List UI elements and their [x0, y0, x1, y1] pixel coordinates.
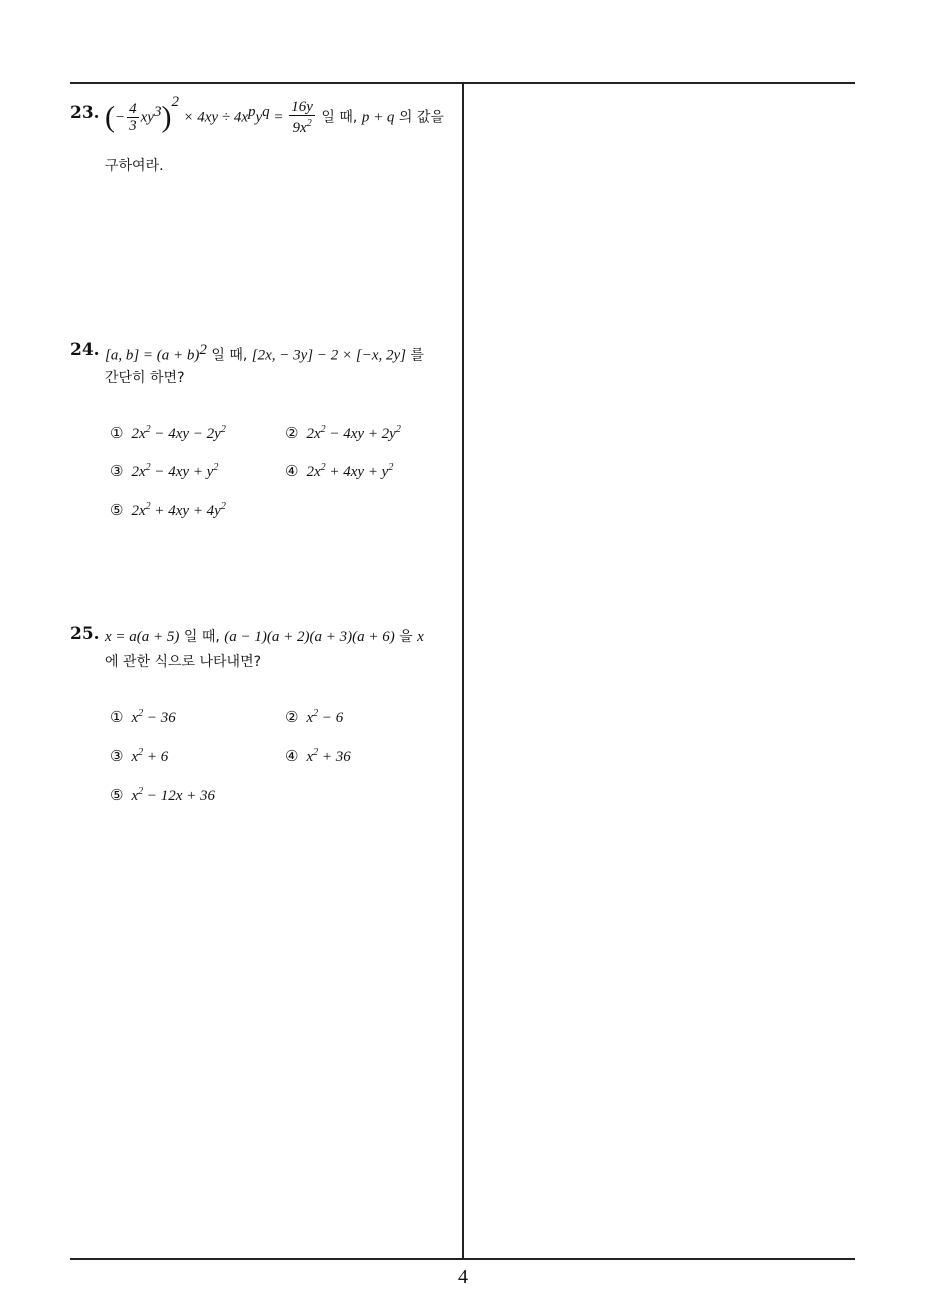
bottom-rule: [70, 1258, 855, 1260]
exponent-p: p: [247, 103, 256, 120]
question-number: 24.: [70, 340, 100, 360]
choice-expression: $x^2 + 36$: [306, 747, 351, 765]
fraction-denominator: 3: [129, 118, 137, 134]
fraction-denominator: [289, 116, 315, 136]
choice-mark: ②: [285, 708, 299, 726]
choice-expression: $2x^2 + 4xy + 4y^2$: [131, 501, 226, 519]
denominator-base: 9x: [292, 120, 307, 136]
bracket-expression: [2x, − 3y] − 2 × [−x, 2y]: [251, 347, 406, 364]
variable-x: x: [417, 629, 424, 645]
condition-text: 일 때,: [316, 109, 362, 126]
choice-expression: $x^2 + 6$: [131, 747, 169, 765]
choice-mark: ④: [285, 747, 299, 765]
choice-25-2[interactable]: [285, 708, 343, 727]
equals-sign: =: [269, 109, 288, 126]
bracket-definition: [a, b] = (a + b): [105, 347, 200, 364]
choice-expression: $x^2 - 6$: [306, 708, 344, 726]
choice-25-1[interactable]: [110, 708, 176, 727]
exponent-q: q: [262, 103, 270, 120]
fraction-16y-9x2: [289, 99, 315, 136]
object-particle: 을: [394, 629, 418, 645]
object-particle: 를: [406, 347, 424, 364]
choice-25-3[interactable]: [110, 747, 168, 766]
question-number: 25.: [70, 624, 100, 644]
term-exponent: 3: [153, 103, 162, 120]
page-number: 4: [458, 1266, 468, 1288]
choice-24-1[interactable]: [110, 424, 226, 443]
substitution: x = a(a + 5): [105, 629, 180, 645]
p-plus-q: p + q: [361, 109, 395, 126]
right-paren: ): [161, 100, 172, 134]
fraction-4-3: [127, 101, 139, 134]
question-25-line1: [105, 626, 424, 646]
choice-mark: ①: [110, 708, 124, 726]
definition-exponent: 2: [199, 342, 207, 358]
choice-24-5[interactable]: [110, 501, 226, 520]
choice-25-4[interactable]: [285, 747, 351, 766]
term-xy: xy: [140, 109, 154, 126]
choice-expression: $2x^2 - 4xy + 2y^2$: [306, 424, 401, 442]
condition-text: 일 때,: [206, 347, 252, 364]
choice-mark: ⑤: [110, 786, 124, 804]
variable-y: y: [255, 109, 263, 126]
question-number: 23.: [70, 103, 100, 123]
fraction-numerator: 4: [129, 101, 137, 117]
question-25-line2: 에 관한 식으로 나타내면?: [105, 654, 262, 670]
choice-expression: $x^2 - 36$: [131, 708, 176, 726]
choice-expression: $2x^2 - 4xy - 2y^2$: [131, 424, 226, 442]
left-paren: (: [105, 100, 115, 134]
column-divider: [462, 82, 464, 1259]
outer-exponent: 2: [171, 93, 179, 110]
value-text: 의 값을: [394, 109, 444, 126]
choice-expression: $x^2 - 12x + 36$: [131, 786, 216, 804]
choice-25-5[interactable]: [110, 786, 215, 805]
fraction-numerator: 16y: [291, 99, 313, 115]
choice-24-3[interactable]: [110, 462, 218, 481]
question-24-line2: 간단히 하면?: [105, 370, 185, 386]
choice-expression: $2x^2 - 4xy + y^2$: [131, 462, 219, 480]
condition-text: 일 때,: [179, 629, 225, 645]
choice-expression: $2x^2 + 4xy + y^2$: [306, 462, 394, 480]
minus-sign: −: [115, 109, 126, 126]
choice-24-2[interactable]: [285, 424, 401, 443]
choice-mark: ⑤: [110, 501, 124, 519]
choice-mark: ④: [285, 462, 299, 480]
middle-expression: × 4xy ÷ 4x: [183, 109, 248, 126]
question-24-line1: [105, 342, 424, 365]
choice-mark: ③: [110, 462, 124, 480]
choice-mark: ①: [110, 424, 124, 442]
product-expression: (a − 1)(a + 2)(a + 3)(a + 6): [224, 629, 395, 645]
choice-mark: ③: [110, 747, 124, 765]
choice-24-4[interactable]: [285, 462, 393, 481]
choice-mark: ②: [285, 424, 299, 442]
denominator-exponent: 2: [306, 118, 312, 129]
question-23-line1: [105, 93, 444, 136]
question-23-line2: 구하여라.: [105, 158, 164, 174]
